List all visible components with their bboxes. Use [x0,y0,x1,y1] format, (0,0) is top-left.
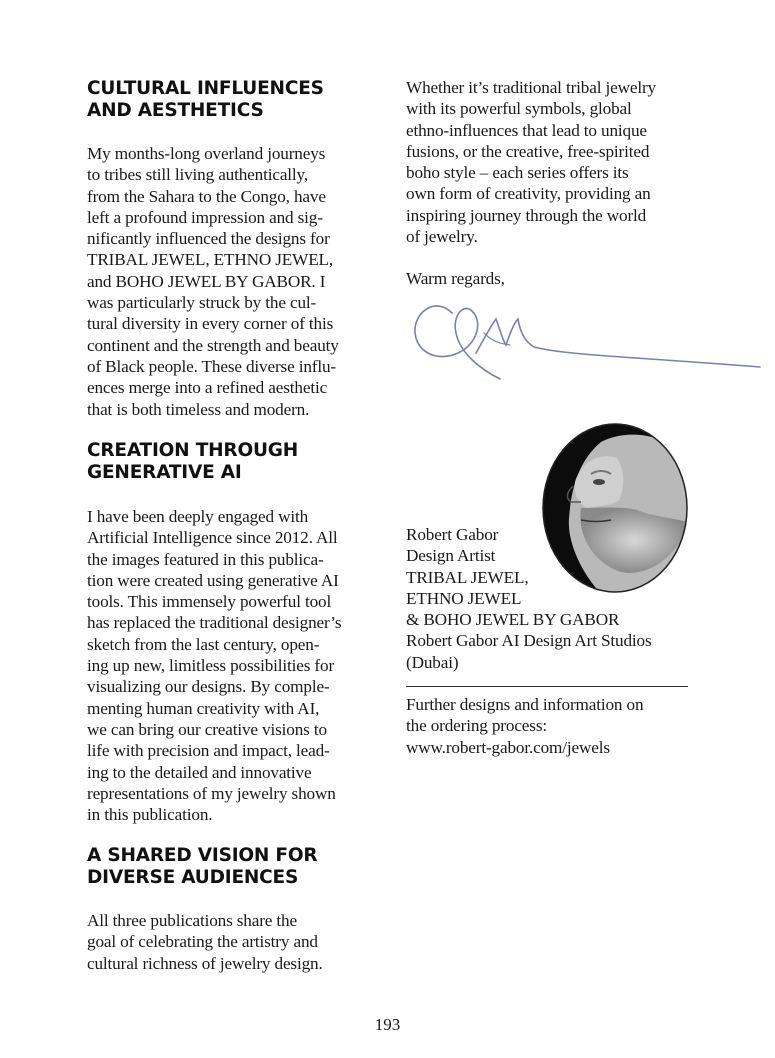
text-line: in this publication. [87,805,213,825]
author-portrait-icon [541,422,689,594]
text-line: inspiring journey through the world [406,205,647,225]
text-line: fusions, or the creative, free-spirited [406,141,650,161]
text-line: Artificial Intelligence since 2012. All [87,528,338,548]
text-line: cultural richness of jewelry design. [87,953,323,973]
text-line: of jewelry. [406,227,478,247]
text-line: life with precision and impact, lead- [87,741,330,761]
section-divider [406,686,688,687]
section-heading-cultural-influences [87,78,377,122]
left-column [87,78,377,973]
text-line: sketch from the last century, open- [87,634,320,654]
text-line: & BOHO JEWEL BY GABOR [406,610,620,630]
paragraph-cultural-influences [87,143,339,420]
text-line: tion were created using generative AI [87,570,339,590]
text-line: All three publications share the [87,911,297,930]
text-line: that is both timeless and modern. [87,399,310,419]
text-line: TRIBAL JEWEL, ETHNO JEWEL, [87,250,334,270]
heading-line: DIVERSE AUDIENCES [87,867,299,888]
text-line: nificantly influenced the designs for [87,229,330,249]
website-url: www.robert-gabor.com/jewels [406,737,610,757]
heading-line: AND AESTHETICS [87,100,264,121]
text-line: tural diversity in every corner of this [87,314,334,334]
further-information [406,694,643,758]
text-line: ences merge into a refined aesthetic [87,378,328,398]
closing-salutation: Warm regards, [406,269,505,288]
heading-line: CULTURAL INFLUENCES [87,78,324,99]
text-line: we can bring our creative visions to [87,719,327,739]
text-line: visualizing our designs. By comple- [87,677,330,697]
text-line: of Black people. These diverse influ- [87,356,336,376]
text-line: was particularly struck by the cul- [87,293,317,313]
text-line: has replaced the traditional designer’s [87,613,342,633]
section-heading-shared-vision [87,845,317,889]
text-line: own form of creativity, providing an [406,184,651,204]
text-line: to tribes still living authentically, [87,165,309,185]
author-name: Robert Gabor [406,525,499,544]
text-line: and BOHO JEWEL BY GABOR. I [87,271,326,291]
text-line: boho style – each series offers its [406,163,629,183]
text-line: left a profound impression and sig- [87,207,323,227]
text-line: ethno-influences that lead to unique [406,120,647,140]
heading-line: A SHARED VISION FOR [87,845,318,866]
text-line: I have been deeply engaged with [87,507,309,526]
text-line: the ordering process: [406,716,547,736]
studio-name: Robert Gabor AI Design Art Studios [406,631,652,651]
text-line: representations of my jewelry shown [87,783,336,803]
text-line: tools. This immensely powerful tool [87,592,332,612]
paragraph-intro [406,77,656,247]
text-line: the images featured in this publica- [87,549,324,569]
paragraph-generative-ai [87,506,341,825]
text-line: My months-long overland journeys [87,144,326,163]
text-line: Whether it’s traditional tribal jewelry [406,78,656,97]
paragraph-shared-vision [87,910,323,974]
heading-line: CREATION THROUGH [87,440,299,461]
section-heading-generative-ai [87,440,298,484]
author-title: Design Artist [406,546,496,566]
page-number: 193 [374,1015,401,1034]
handwritten-signature-icon [414,293,764,385]
text-line: ETHNO JEWEL [406,588,522,608]
text-line: with its powerful symbols, global [406,99,632,119]
text-line: ing to the detailed and innovative [87,762,312,782]
text-line: menting human creativity with AI, [87,698,320,718]
text-line: ing up new, limitless possibilities for [87,656,335,676]
heading-line: GENERATIVE AI [87,462,242,483]
text-line: TRIBAL JEWEL, [406,567,529,587]
text-line: from the Sahara to the Congo, have [87,186,326,206]
text-line: goal of celebrating the artistry and [87,932,318,952]
text-line: Further designs and information on [406,695,644,714]
text-line: continent and the strength and beauty [87,335,339,355]
studio-location: (Dubai) [406,652,459,672]
